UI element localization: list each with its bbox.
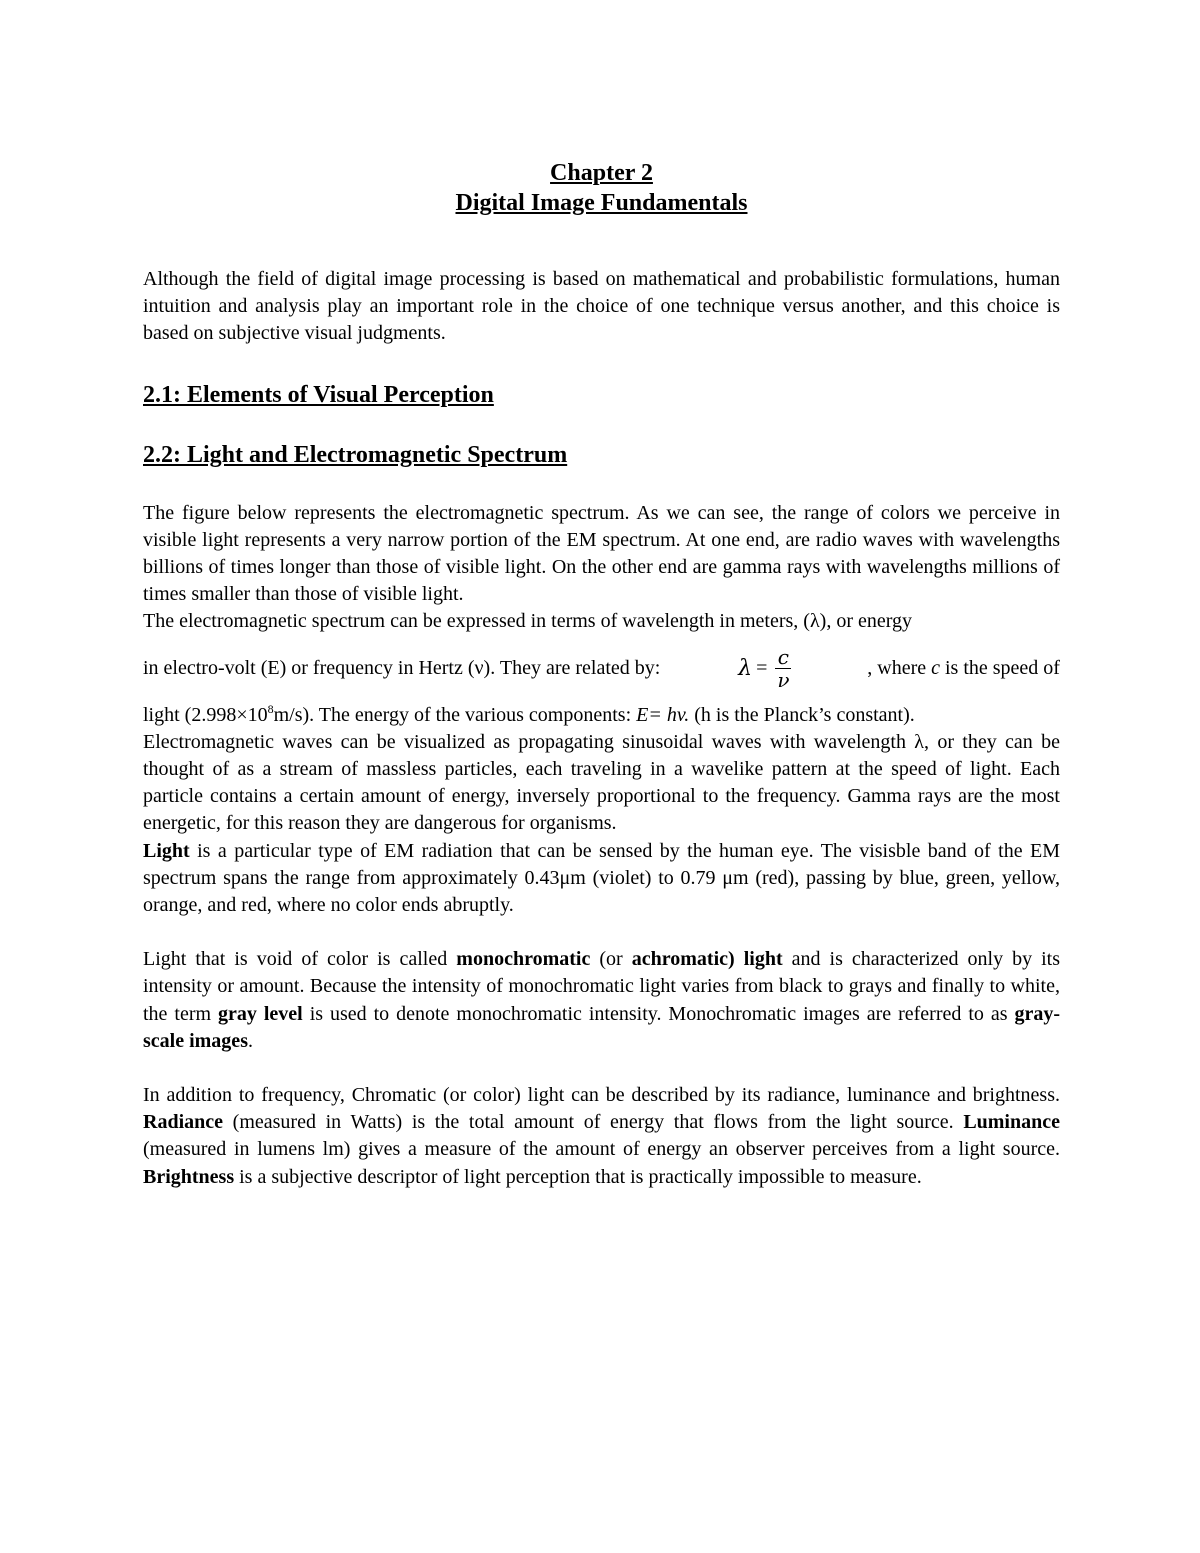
speed-energy-text: light $(2.998\times 10^8m/s)$. The energy of the various components: E= hv. (h is the Planck’s constant). [143, 701, 915, 726]
formula-line [143, 636, 1060, 702]
formula-denominator: ν [777, 668, 790, 693]
light-definition-text: Light is a particular type of EM radiation that can be sensed by the human eye. The visisble band of the EM spectrum spans the range from approximately 0.43μm (violet) to 0.79 μm (red), passing by blue, green, yellow, orange, and red, where no color ends abruptly. [143, 839, 1061, 917]
chapter-heading [143, 158, 1060, 218]
chapter-title: Digital Image Fundamentals [455, 190, 748, 216]
exponent: 8 [267, 701, 274, 716]
intro-paragraph: Although the field of digital image processing is based on mathematical and probabilistic formulations, human intuition and analysis play an important role in the choice of one technique versus another, and this choice is based on subjective visual judgments. [143, 268, 1060, 345]
formula-equals: = [756, 657, 768, 680]
formula-pre-text: in electro-volt (E) or frequency in Hertz (ν). They are related by: [143, 657, 661, 680]
monochromatic-paragraph: Light that is void of color is called monochromatic (or achromatic) light and is characterized only by its intensity or amount. Because the intensity of monochromatic light varies from black to grays and finally to white, the term gray level is used to denote monochromatic intensity. Monochromatic images are referred to as gray-scale images. [143, 948, 1061, 1052]
em-spectrum-paragraph [143, 500, 1060, 920]
formula-lambda: λ [738, 656, 753, 682]
section-2-1-heading: 2.1: Elements of Visual Perception [143, 381, 494, 408]
chromatic-paragraph: In addition to frequency, Chromatic (or color) light can be described by its radiance, luminance and brightness. Radiance (measured in Watts) is the total amount of energy that flows from the light source. Luminance (measured in lumens lm) gives a measure of the amount of energy an observer perceives from a light source. Brightness is a subjective descriptor of light perception that is practically impossible to measure. [143, 1084, 1060, 1188]
energy-equation: E= hv. [636, 703, 690, 726]
em-waves-text: Electromagnetic waves can be visualized as propagating sinusoidal waves with wavelength λ, or they can be thought of as a stream of massless particles, each traveling in a wavelike pattern at the speed of light. Each particle contains a certain amount of energy, inversely proportional to the frequency. Gamma rays are the most energetic, for this reason they are dangerous for organisms. [143, 730, 1060, 835]
document-page [143, 158, 1060, 1191]
em-intro-text: The figure below represents the electromagnetic spectrum. As we can see, the range of colors we perceive in visible light represents a very narrow portion of the EM spectrum. At one end, are radio waves with wavelengths billions of times longer than those of visible light. On the other end are gamma rays with wavelengths millions of times smaller than those of visible light. [143, 501, 1060, 606]
formula-fraction [775, 646, 791, 691]
section-2-2-heading: 2.2: Light and Electromagnetic Spectrum [143, 441, 568, 468]
wavelength-formula [738, 646, 795, 691]
formula-post-text: , where c is the speed of [867, 657, 1060, 680]
formula-numerator: c [777, 645, 789, 670]
em-wavelength-text: The electromagnetic spectrum can be expressed in terms of wavelength in meters, (λ), or energy [143, 610, 913, 633]
chapter-number: Chapter 2 [550, 160, 653, 186]
